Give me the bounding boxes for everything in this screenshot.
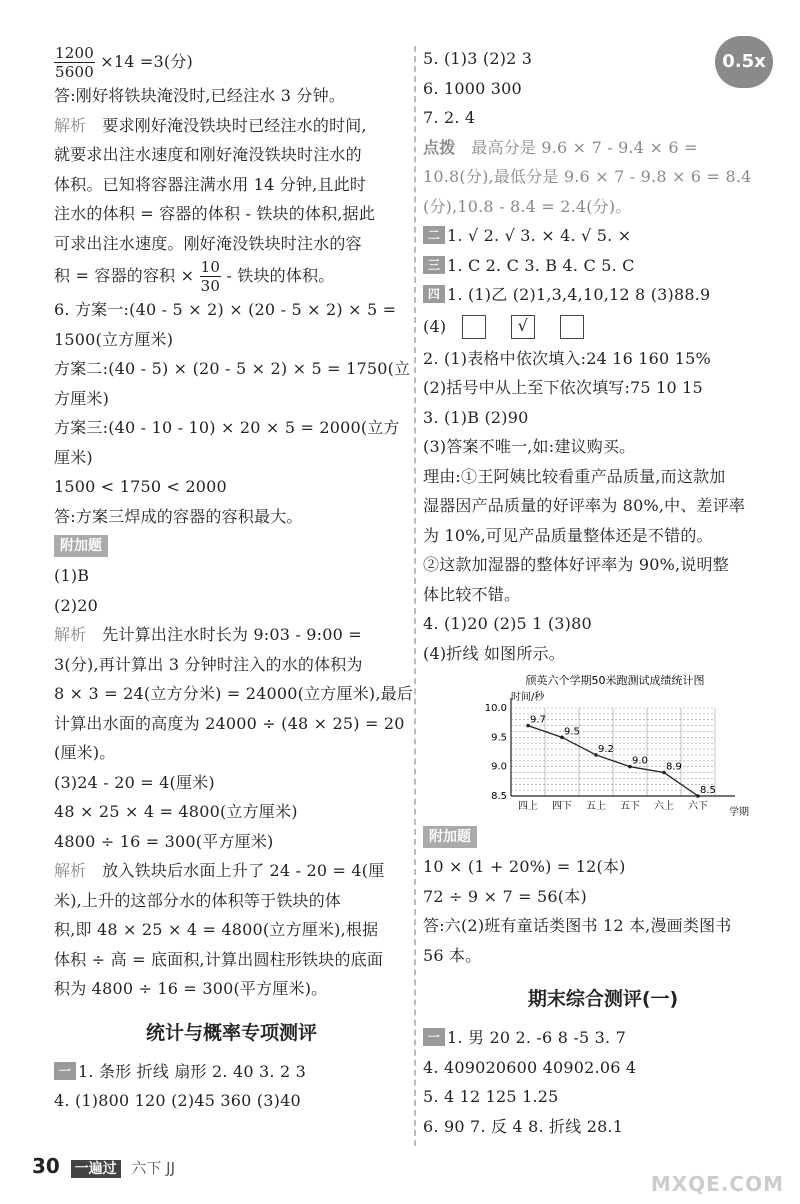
hint-text: 最高分是 9.6 × 7 - 9.4 × 6 = — [471, 137, 698, 157]
x-tick-label: 五下 — [620, 801, 640, 812]
part-marker: 三 — [423, 256, 445, 274]
x-tick-label: 六上 — [654, 801, 674, 812]
text-line: 湿器因产品质量的好评率为 80%,中、差评率 — [423, 496, 746, 515]
text-line: 体积。已知将容器注满水用 14 分钟,且此时 — [54, 174, 367, 194]
page-footer — [32, 1154, 175, 1178]
text-line: 56 本。 — [423, 945, 482, 965]
part-marker: 四 — [423, 285, 445, 303]
section-title: 期末综合测评(一) — [527, 988, 679, 1010]
text-line: (4)折线 如图所示。 — [423, 643, 565, 663]
line-chart — [475, 672, 755, 822]
hint-line: (分),10.8 - 8.4 = 2.4(分)。 — [423, 196, 632, 216]
text-line: 1500 < 1750 < 2000 — [54, 477, 227, 496]
extra-question-tag: 附加题 — [54, 535, 108, 557]
text-line: 方案三:(40 - 10 - 10) × 20 × 5 = 2000(立方 — [54, 418, 400, 437]
text-line: (3)24 - 20 = 4(厘米) — [54, 772, 215, 792]
data-label: 8.5 — [700, 785, 716, 796]
answer-box — [560, 315, 584, 339]
text-line: 72 ÷ 9 × 7 = 56(本) — [423, 886, 587, 906]
text-line: 4. 409020600 40902.06 4 — [423, 1057, 637, 1077]
answer-line — [423, 251, 783, 281]
fraction-denominator: 5600 — [55, 63, 94, 81]
analysis-text: 要求刚好淹没铁块时已经注水的时间, — [102, 115, 367, 135]
text-line: (2)括号中从上至下依次填写:75 10 15 — [423, 378, 703, 397]
text-post: - 铁块的体积。 — [226, 266, 335, 285]
text-pre: 积 = 容器的容积 × — [54, 266, 195, 285]
text-line: (1)B — [54, 566, 90, 585]
part-marker: 二 — [423, 226, 445, 244]
column-divider — [414, 46, 416, 1146]
item-prefix: (4) — [423, 316, 447, 336]
text-line: 答:六(2)班有童话类图书 12 本,漫画类图书 — [423, 916, 732, 935]
x-tick-label: 四上 — [518, 801, 538, 812]
text-line: 7. 2. 4 — [423, 108, 476, 127]
text-line: 2. (1)表格中依次填入:24 16 160 15% — [423, 348, 711, 368]
section-title: 统计与概率专项测评 — [145, 1021, 317, 1044]
text-line: 5. 4 12 125 1.25 — [423, 1087, 559, 1106]
answer-line — [54, 1057, 409, 1087]
text-line: (3)答案不唯一,如:建议购买。 — [423, 437, 636, 456]
extra-question-tag: 附加题 — [423, 826, 477, 848]
answer-text: 1. √ 2. √ 3. × 4. √ 5. × — [447, 226, 632, 245]
answer-line — [423, 280, 783, 310]
brand-logo: 一遍过 — [71, 1160, 121, 1178]
analysis-label: 解析 — [54, 861, 87, 880]
answer-text: 1. C 2. C 3. B 4. C 5. C — [447, 255, 635, 275]
y-tick-label: 10.0 — [484, 703, 507, 714]
text-line: 方厘米) — [54, 388, 110, 408]
y-tick-label: 8.5 — [491, 791, 507, 802]
text-line: 10 × (1 + 20%) = 12(本) — [423, 857, 626, 876]
text-line: 3(分),再计算出 3 分钟时注入的水的体积为 — [54, 654, 363, 674]
text-line: 1500(立方厘米) — [54, 329, 174, 349]
zoom-badge[interactable]: 0.5x — [715, 36, 773, 88]
part-marker: 一 — [423, 1028, 445, 1046]
text-line: 4. (1)20 (2)5 1 (3)80 — [423, 614, 592, 633]
answer-text: 1. (1)乙 (2)1,3,4,10,12 8 (3)88.9 — [447, 285, 711, 304]
text-line: 3. (1)B (2)90 — [423, 407, 529, 427]
left-column — [54, 44, 414, 1116]
right-column — [423, 44, 783, 1141]
text-line — [54, 258, 409, 295]
x-axis-label: 学期 — [729, 807, 749, 818]
text-line: 5. (1)3 (2)2 3 — [423, 49, 533, 68]
fraction-numerator: 1200 — [55, 44, 94, 62]
text-line: 6. 1000 300 — [423, 78, 522, 98]
data-label: 9.2 — [598, 743, 614, 755]
equation-rest: ×14 =3(分) — [100, 52, 194, 71]
text-line: 厘米) — [54, 447, 93, 467]
text-line: 答:方案三焊成的容器的容积最大。 — [54, 506, 303, 526]
text-line: 为 10%,可见产品质量整体还是不错的。 — [423, 525, 713, 545]
fraction — [54, 44, 95, 81]
text-line: 理由:①王阿姨比较看重产品质量,而这款加 — [423, 466, 726, 486]
text-line: 计算出水面的高度为 24000 ÷ (48 × 25) = 20 — [54, 713, 405, 733]
x-tick-label: 六下 — [688, 801, 708, 812]
analysis-line — [54, 111, 409, 141]
grade-label: 六下 JJ — [131, 1159, 176, 1177]
text-line: 可求出注水速度。刚好淹没铁块时注水的容 — [54, 233, 362, 253]
text-line: 注水的体积 = 容器的体积 - 铁块的体积,据此 — [54, 204, 376, 223]
site-watermark: MXQE.COM — [650, 1172, 784, 1196]
text-line: 6. 方案一:(40 - 5 × 2) × (20 - 5 × 2) × 5 = — [54, 300, 397, 319]
data-label: 9.7 — [530, 714, 546, 726]
checkbox-line — [423, 310, 783, 344]
answer-box: √ — [511, 315, 535, 339]
answer-text: 1. 条形 折线 扇形 2. 40 3. 2 3 — [78, 1061, 307, 1081]
text-line: ②这款加湿器的整体好评率为 90%,说明整 — [423, 555, 729, 574]
y-axis-label: 时间/秒 — [511, 692, 545, 703]
answer-line — [423, 1023, 783, 1053]
x-tick-label: 四下 — [552, 801, 572, 812]
analysis-line — [54, 620, 409, 650]
x-tick-label: 五上 — [586, 801, 606, 812]
chart-marks — [526, 715, 716, 798]
text-line: 就要求出注水速度和刚好淹没铁块时注水的 — [54, 145, 362, 164]
text-line: 8 × 3 = 24(立方分米) = 24000(立方厘米),最后 — [54, 684, 414, 703]
answer-box — [462, 315, 486, 339]
text-line: 积为 4800 ÷ 16 = 300(平方厘米)。 — [54, 979, 328, 998]
text-line: 积,即 48 × 25 × 4 = 4800(立方厘米),根据 — [54, 920, 379, 939]
fraction-numerator: 10 — [200, 258, 221, 276]
hint-line: 10.8(分),最低分是 9.6 × 7 - 9.8 × 6 = 8.4 — [423, 167, 752, 186]
part-marker: 一 — [54, 1062, 76, 1080]
y-tick-label: 9.0 — [491, 761, 507, 773]
text-line: 48 × 25 × 4 = 4800(立方厘米) — [54, 802, 298, 821]
answer-line: 答:刚好将铁块淹没时,已经注水 3 分钟。 — [54, 86, 346, 105]
hint-line — [423, 133, 783, 163]
text-line: (厘米)。 — [54, 743, 116, 762]
text-line: 6. 90 7. 反 4 8. 折线 28.1 — [423, 1116, 624, 1136]
data-label: 8.9 — [666, 761, 682, 773]
y-tick-label: 9.5 — [491, 732, 507, 744]
analysis-text: 先计算出注水时长为 9:03 - 9:00 = — [102, 625, 362, 644]
hint-label: 点拨 — [423, 137, 456, 157]
chart-title: 颀英六个学期50米跑测试成绩统计图 — [525, 674, 705, 687]
analysis-line — [54, 856, 409, 886]
text-line: 方案二:(40 - 5) × (20 - 5 × 2) × 5 = 1750(立 — [54, 359, 411, 378]
analysis-label: 解析 — [54, 625, 87, 644]
answer-text: 1. 男 20 2. -6 8 -5 3. 7 — [447, 1028, 626, 1047]
text-line: (2)20 — [54, 595, 99, 615]
text-line: 4800 ÷ 16 = 300(平方厘米) — [54, 831, 274, 851]
data-label: 9.0 — [632, 755, 648, 767]
equation-line — [54, 44, 409, 81]
data-label: 9.5 — [564, 726, 580, 738]
answer-line — [423, 221, 783, 251]
analysis-text: 放入铁块后水面上升了 24 - 20 = 4(厘 — [102, 861, 385, 880]
analysis-label: 解析 — [54, 115, 87, 135]
fraction-denominator: 30 — [200, 277, 221, 295]
text-line: 体比较不错。 — [423, 584, 521, 604]
page-number: 30 — [32, 1154, 60, 1178]
answer-line: 4. (1)800 120 (2)45 360 (3)40 — [54, 1091, 301, 1110]
text-line: 米),上升的这部分水的体积等于铁块的体 — [54, 890, 342, 910]
text-line: 体积 ÷ 高 = 底面积,计算出圆柱形铁块的底面 — [54, 949, 384, 969]
fraction — [200, 258, 222, 295]
